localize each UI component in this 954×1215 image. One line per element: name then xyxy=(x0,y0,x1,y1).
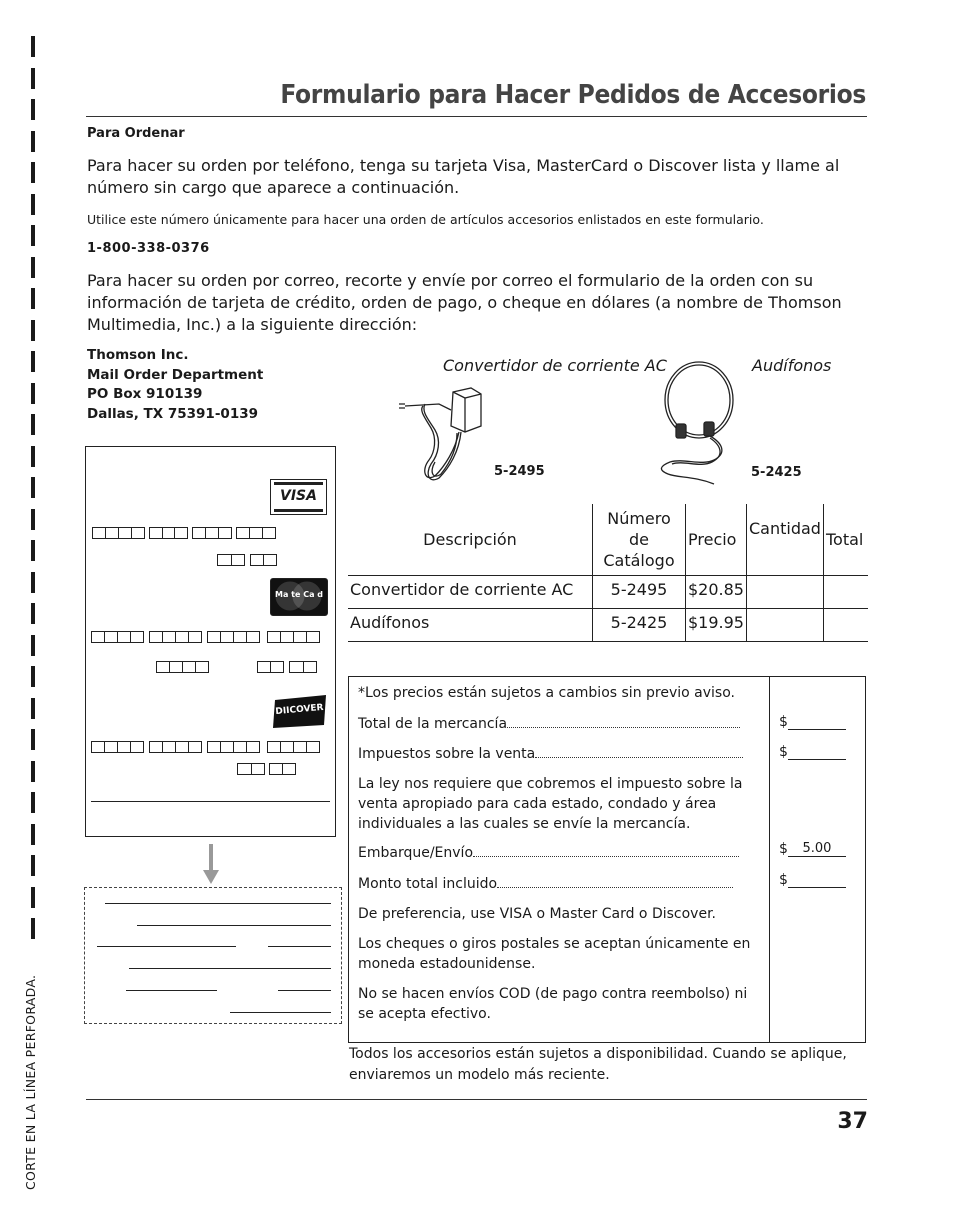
shipping-value: 5.00 xyxy=(788,842,846,857)
down-arrow-icon xyxy=(202,844,220,886)
headphones-part-number: 5-2425 xyxy=(751,465,802,480)
perforation-mark xyxy=(31,918,35,939)
row-description: Convertidor de corriente AC xyxy=(348,576,593,609)
form-line[interactable] xyxy=(129,968,331,969)
order-summary-box xyxy=(348,676,866,1043)
card-digit-group[interactable] xyxy=(267,741,320,753)
checks-note: Los cheques o giros postales se aceptan únicamente en moneda estadounidense. xyxy=(358,936,751,972)
adapter-part-number: 5-2495 xyxy=(494,464,545,479)
perforation-mark xyxy=(31,792,35,813)
col-quantity: Cantidad xyxy=(746,504,823,576)
perforation-mark xyxy=(31,603,35,624)
visa-logo xyxy=(270,479,327,515)
perforation-mark xyxy=(31,666,35,687)
perforation-mark xyxy=(31,257,35,278)
col-price: Precio xyxy=(686,504,747,576)
card-digit-group[interactable] xyxy=(289,661,317,673)
mastercard-logo xyxy=(270,578,328,616)
mail-paragraph: Para hacer su orden por correo, recorte y envíe por correo el formulario de la orden con su información de tarjeta de crédito, orden de pago, o cheque en dólares (a nombre de Thomson Multimedia, Inc.) a la siguiente dirección: xyxy=(87,271,842,334)
form-line[interactable] xyxy=(137,925,331,926)
form-line[interactable] xyxy=(278,990,331,991)
total-included-row xyxy=(358,874,763,894)
tax-amount[interactable] xyxy=(779,744,846,760)
merchandise-amount[interactable] xyxy=(779,714,846,730)
perforation-mark xyxy=(31,383,35,404)
card-digit-group[interactable] xyxy=(207,631,260,643)
shipping-row xyxy=(358,843,763,863)
perforation-mark xyxy=(31,824,35,845)
signature-line[interactable] xyxy=(91,801,330,802)
address-line: Thomson Inc. xyxy=(87,347,189,363)
address-line: Dallas, TX 75391-0139 xyxy=(87,405,259,422)
items-table xyxy=(348,504,868,642)
perforation-mark xyxy=(31,99,35,120)
perforation-mark xyxy=(31,729,35,750)
card-digit-group[interactable] xyxy=(207,741,260,753)
table-header-row xyxy=(348,504,868,576)
phone-paragraph: Para hacer su orden por teléfono, tenga su tarjeta Visa, MasterCard o Discover lista y llame al número sin cargo que aparece a continuación. xyxy=(87,156,840,197)
card-digit-group[interactable] xyxy=(250,554,277,566)
perforation-mark xyxy=(31,68,35,89)
currency-symbol: $ xyxy=(779,744,788,760)
phone-note: Utilice este número únicamente para hacer una orden de artículos accesorios enlistados en este formulario. xyxy=(87,212,764,227)
perforation-mark xyxy=(31,761,35,782)
card-digit-group[interactable] xyxy=(156,661,209,673)
mastercard-label: Ma te Ca d xyxy=(275,590,323,599)
cut-line-instruction: CORTE EN LA LÍNEA PERFORADA. xyxy=(23,974,38,1190)
row-catalog: 5-2425 xyxy=(593,609,686,642)
discover-logo xyxy=(271,694,328,729)
adapter-caption: Convertidor de corriente AC xyxy=(443,356,667,375)
row-description: Audífonos xyxy=(348,609,593,642)
form-line[interactable] xyxy=(105,903,331,904)
sales-tax-row xyxy=(358,744,763,764)
perforation-mark xyxy=(31,477,35,498)
card-digit-group[interactable] xyxy=(192,527,232,539)
perforation-mark xyxy=(31,572,35,593)
card-digit-group[interactable] xyxy=(236,527,276,539)
shipping-amount xyxy=(779,841,846,857)
merchandise-total-row xyxy=(358,714,763,734)
section-heading: Para Ordenar xyxy=(87,126,185,141)
tax-note: La ley nos requiere que cobremos el impuesto sobre la venta apropiado para cada estado, condado y área individuales a las cuales se envíe la mercancía. xyxy=(358,776,743,832)
address-line: PO Box 910139 xyxy=(87,386,203,402)
table-row xyxy=(348,609,868,642)
perforation-mark xyxy=(31,194,35,215)
col-description: Descripción xyxy=(348,504,593,576)
perforation-mark xyxy=(31,320,35,341)
tax-label: Impuestos sobre la venta xyxy=(358,746,536,762)
perforation-mark xyxy=(31,446,35,467)
perforation-mark xyxy=(31,288,35,309)
form-line[interactable] xyxy=(97,946,236,947)
headphones-image xyxy=(654,358,744,490)
card-digit-group[interactable] xyxy=(269,763,296,775)
card-digit-group[interactable] xyxy=(91,741,144,753)
currency-symbol: $ xyxy=(779,872,788,888)
perforation-mark xyxy=(31,351,35,372)
card-digit-group[interactable] xyxy=(217,554,245,566)
availability-footnote: Todos los accesorios están sujetos a disponibilidad. Cuando se aplique, enviaremos un modelo más reciente. xyxy=(349,1046,847,1083)
perforation-mark xyxy=(31,698,35,719)
price-notice: *Los precios están sujetos a cambios sin previo aviso. xyxy=(358,685,735,701)
perforation-mark xyxy=(31,855,35,876)
discover-label: DIICOVER xyxy=(275,702,324,718)
table-row xyxy=(348,576,868,609)
card-digit-group[interactable] xyxy=(257,661,284,673)
phone-number: 1-800-338-0376 xyxy=(87,241,210,256)
row-catalog: 5-2495 xyxy=(593,576,686,609)
perforation-mark xyxy=(31,36,35,57)
perforation-mark xyxy=(31,414,35,435)
title-rule xyxy=(86,116,867,117)
headphones-caption: Audífonos xyxy=(752,356,832,375)
perforation-mark xyxy=(31,887,35,908)
page-number: 37 xyxy=(837,1109,868,1134)
total-amount[interactable] xyxy=(779,872,846,888)
col-total: Total xyxy=(823,504,868,576)
total-included-label: Monto total incluido xyxy=(358,876,498,892)
perforation-mark xyxy=(31,131,35,152)
summary-divider xyxy=(769,677,770,1042)
prefer-cards-note: De preferencia, use VISA o Master Card o Discover. xyxy=(358,906,716,922)
shipping-label: Embarque/Envío xyxy=(358,845,474,861)
row-quantity-input[interactable] xyxy=(746,609,823,642)
perforation-mark xyxy=(31,162,35,183)
cod-note: No se hacen envíos COD (de pago contra reembolso) ni se acepta efectivo. xyxy=(358,986,748,1022)
currency-symbol: $ xyxy=(779,714,788,730)
perforation-mark xyxy=(31,509,35,530)
mailing-address xyxy=(87,346,263,424)
row-price: $20.85 xyxy=(686,576,747,609)
ac-adapter-image xyxy=(395,380,495,482)
address-line: Mail Order Department xyxy=(87,366,264,383)
col-catalog: Número de Catálogo xyxy=(593,504,686,576)
page-title: Formulario para Hacer Pedidos de Accesorios xyxy=(280,80,866,110)
form-line[interactable] xyxy=(126,990,217,991)
card-digit-group[interactable] xyxy=(149,527,188,539)
row-price: $19.95 xyxy=(686,609,747,642)
card-digit-group[interactable] xyxy=(237,763,265,775)
perforation-mark xyxy=(31,635,35,656)
form-line[interactable] xyxy=(268,946,331,947)
card-digit-group[interactable] xyxy=(92,527,145,539)
row-total-input[interactable] xyxy=(823,609,868,642)
cutout-mail-form xyxy=(84,887,342,1024)
card-digit-group[interactable] xyxy=(149,631,202,643)
merchandise-label: Total de la mercancía xyxy=(358,716,508,732)
footer-rule xyxy=(86,1099,867,1100)
form-line[interactable] xyxy=(230,1012,331,1013)
perforation-mark xyxy=(31,225,35,246)
currency-symbol: $ xyxy=(779,841,788,857)
row-total-input[interactable] xyxy=(823,576,868,609)
card-digit-group[interactable] xyxy=(267,631,320,643)
card-digit-group[interactable] xyxy=(149,741,202,753)
visa-label: VISA xyxy=(274,486,323,506)
perforation-mark xyxy=(31,540,35,561)
row-quantity-input[interactable] xyxy=(746,576,823,609)
card-digit-group[interactable] xyxy=(91,631,144,643)
